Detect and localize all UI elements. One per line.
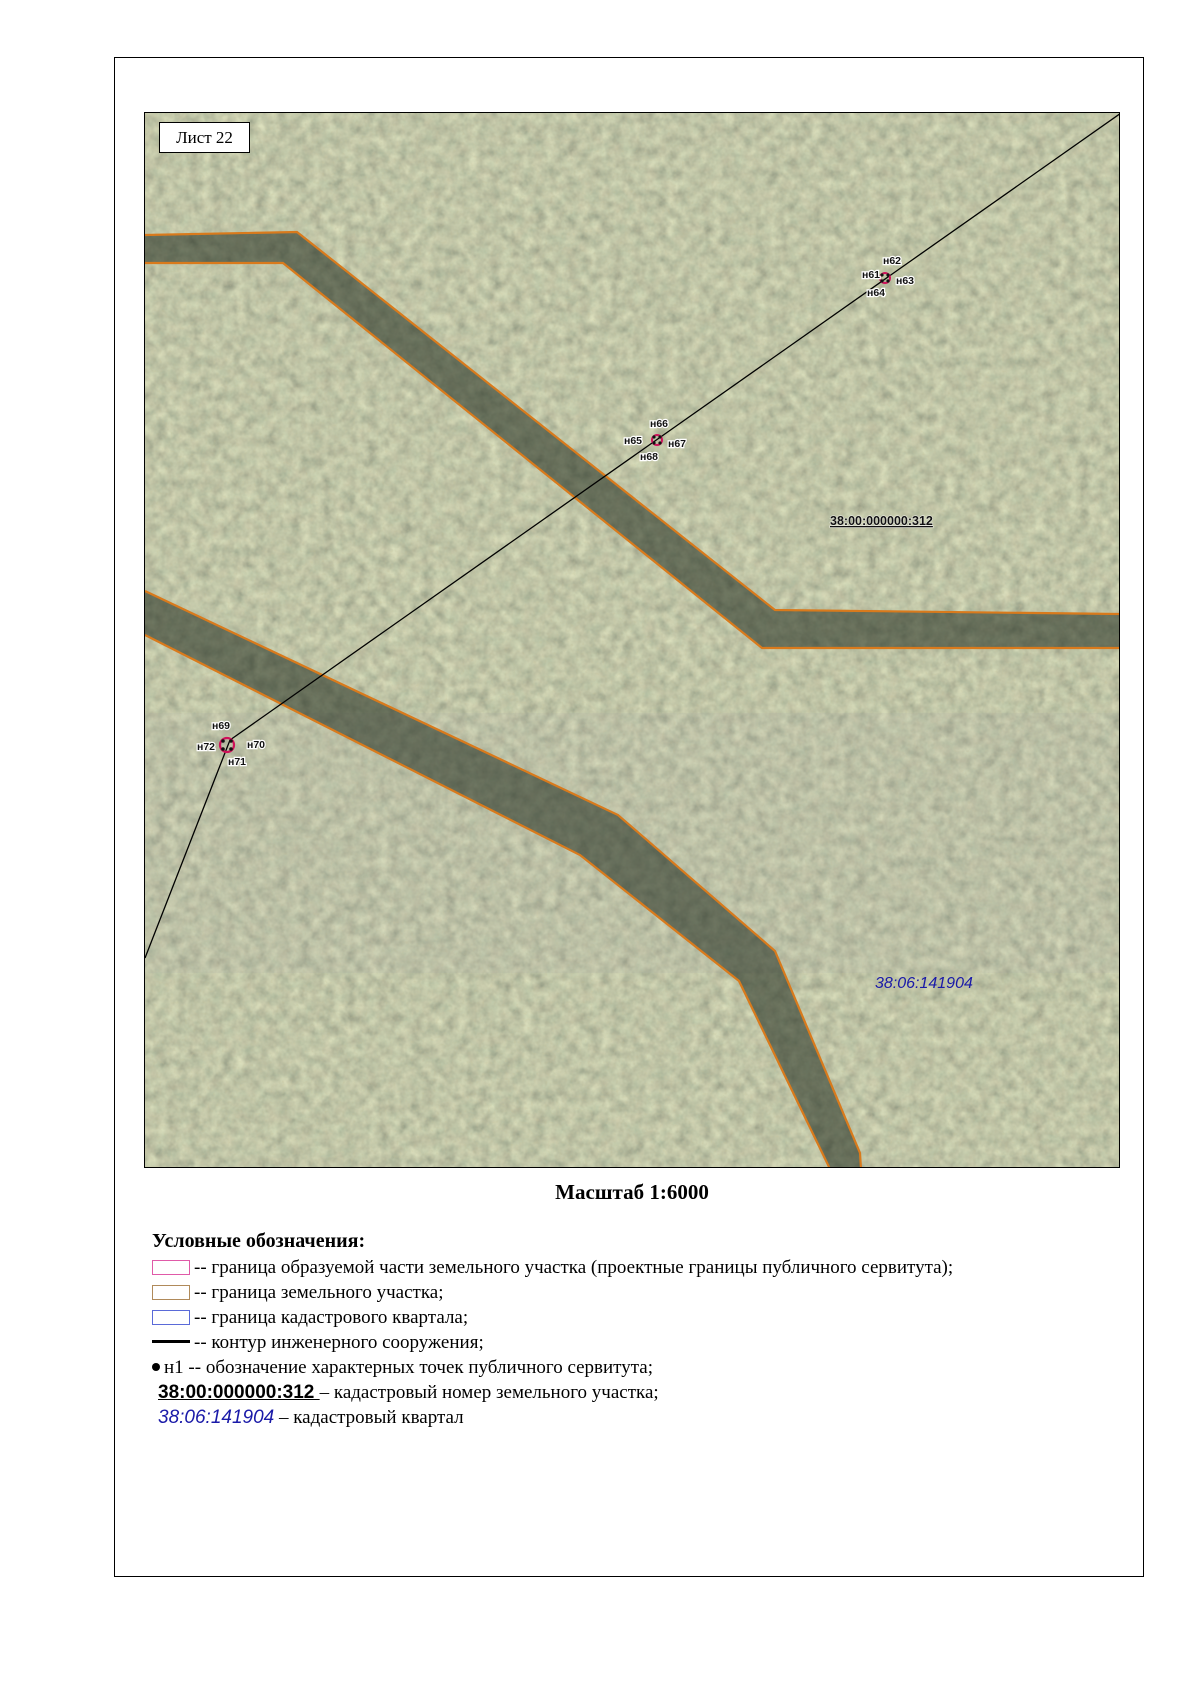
legend-item-parcel-number <box>152 1380 1112 1405</box>
point-label: н66 <box>650 418 669 430</box>
point-label: н62 <box>883 255 902 267</box>
legend-parcel-number-sample: 38:00:000000:312 <box>158 1382 320 1403</box>
point-label: н72 <box>197 741 216 753</box>
quarter-number-label: 38:06:141904 <box>875 975 973 992</box>
point-label: н70 <box>247 739 266 751</box>
legend-item-quarter <box>152 1405 1112 1430</box>
point-label: н65 <box>624 435 643 447</box>
map-scale: Масштаб 1:6000 <box>555 1180 709 1204</box>
point-label: н63 <box>896 275 915 287</box>
blue-boundary-swatch-icon <box>152 1310 190 1325</box>
legend-item-structure-contour <box>152 1330 1112 1355</box>
point-label: н64 <box>867 287 886 299</box>
legend-item-servitude-boundary <box>152 1255 1112 1280</box>
legend-item-text: – кадастровый номер земельного участка; <box>319 1382 659 1403</box>
legend-item-text: -- граница кадастрового квартала; <box>194 1307 469 1328</box>
legend <box>152 1230 1112 1430</box>
point-label: н69 <box>212 720 231 732</box>
legend-item-text: -- контур инженерного сооружения; <box>194 1332 484 1353</box>
point-label: н68 <box>640 451 659 463</box>
sheet-label: Лист 22 <box>159 122 250 153</box>
point-label: н61 <box>862 269 881 281</box>
legend-item-text: – кадастровый квартал <box>278 1407 464 1428</box>
point-label: н67 <box>668 438 687 450</box>
point-dot-icon <box>152 1363 160 1371</box>
brown-boundary-swatch-icon <box>152 1285 190 1300</box>
pink-boundary-swatch-icon <box>152 1260 190 1275</box>
legend-quarter-sample: 38:06:141904 <box>158 1407 275 1428</box>
point-label: н71 <box>228 756 247 768</box>
legend-item-quarter-boundary <box>152 1305 1112 1330</box>
legend-item-characteristic-points <box>152 1355 1112 1380</box>
black-line-swatch-icon <box>152 1340 190 1343</box>
legend-item-text: -- граница земельного участка; <box>194 1282 444 1303</box>
legend-title: Условные обозначения: <box>152 1230 366 1252</box>
aerial-map[interactable] <box>144 112 1120 1168</box>
legend-item-text: -- граница образуемой части земельного участка (проектные границы публичного сервитута); <box>194 1257 954 1278</box>
legend-item-text: -- обозначение характерных точек публичного сервитута; <box>188 1357 653 1378</box>
legend-item-parcel-boundary <box>152 1280 1112 1305</box>
parcel-number-label: 38:00:000000:312 <box>830 514 933 528</box>
legend-point-marker: н1 <box>164 1357 184 1378</box>
